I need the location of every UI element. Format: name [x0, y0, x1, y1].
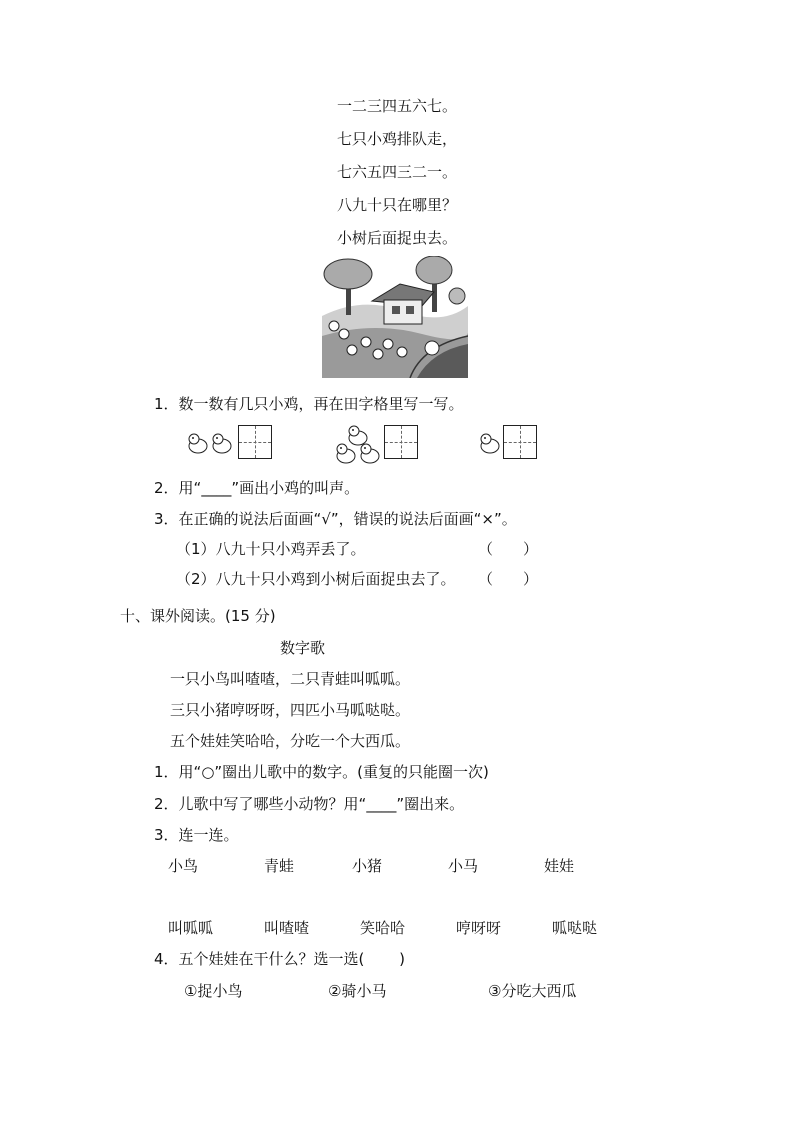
question-3: 3．在正确的说法后面画“√”，错误的说法后面画“×”。: [154, 510, 517, 528]
option-1[interactable]: ①捉小鸟: [184, 982, 243, 1000]
match-animal[interactable]: 小马: [448, 857, 479, 875]
match-animal[interactable]: 小鸟: [168, 857, 199, 875]
writing-grid-3[interactable]: [503, 425, 537, 459]
section-question-4: 4．五个娃娃在干什么？选一选( ): [154, 950, 406, 968]
match-sound[interactable]: 呱哒哒: [552, 919, 598, 937]
section-question-3: 3．连一连。: [154, 826, 239, 844]
question-2: 2．用“____”画出小鸡的叫声。: [154, 479, 360, 497]
match-sound[interactable]: 哼呀呀: [456, 919, 502, 937]
match-sound[interactable]: 叫喳喳: [264, 919, 310, 937]
song-line-2: 三只小猪哼呀呀，四匹小马呱哒哒。: [170, 701, 411, 719]
section-question-2: 2．儿歌中写了哪些小动物？用“____”圈出来。: [154, 795, 465, 813]
match-animal[interactable]: 娃娃: [544, 857, 575, 875]
question-3-item-2: （2）八九十只小鸡到小树后面捉虫去了。: [176, 570, 456, 588]
poem-line-4: 八九十只在哪里？: [336, 196, 457, 214]
poem-line-2: 七只小鸡排队走，: [336, 130, 457, 148]
answer-blank-1[interactable]: （ ）: [478, 540, 539, 558]
question-3-item-1: （1）八九十只小鸡弄丢了。: [176, 540, 366, 558]
chick-icon: [478, 432, 502, 454]
match-animal[interactable]: 青蛙: [264, 857, 295, 875]
chick-icon: [334, 442, 358, 464]
song-line-3: 五个娃娃笑哈哈，分吃一个大西瓜。: [170, 732, 411, 750]
poem-line-1: 一二三四五六七。: [336, 97, 457, 115]
song-title: 数字歌: [280, 639, 326, 657]
song-line-1: 一只小鸟叫喳喳，二只青蛙叫呱呱。: [170, 670, 411, 688]
writing-grid-2[interactable]: [384, 425, 418, 459]
answer-blank-2[interactable]: （ ）: [478, 570, 539, 588]
writing-grid-1[interactable]: [238, 425, 272, 459]
chick-icon: [186, 432, 210, 454]
chick-icon: [210, 432, 234, 454]
poem-line-3: 七六五四三二一。: [336, 163, 457, 181]
match-animal[interactable]: 小猪: [352, 857, 383, 875]
section-question-1: 1．用“○”圈出儿歌中的数字。(重复的只能圈一次): [154, 763, 489, 781]
match-sound[interactable]: 叫呱呱: [168, 919, 214, 937]
option-2[interactable]: ②骑小马: [328, 982, 387, 1000]
chick-icon: [358, 442, 382, 464]
option-3[interactable]: ③分吃大西瓜: [488, 982, 577, 1000]
question-1: 1．数一数有几只小鸡，再在田字格里写一写。: [154, 395, 464, 413]
match-sound[interactable]: 笑哈哈: [360, 919, 406, 937]
farm-chicks-illustration: [322, 256, 468, 378]
poem-line-5: 小树后面捉虫去。: [336, 229, 457, 247]
section-heading: 十、课外阅读。(15 分): [120, 607, 276, 625]
